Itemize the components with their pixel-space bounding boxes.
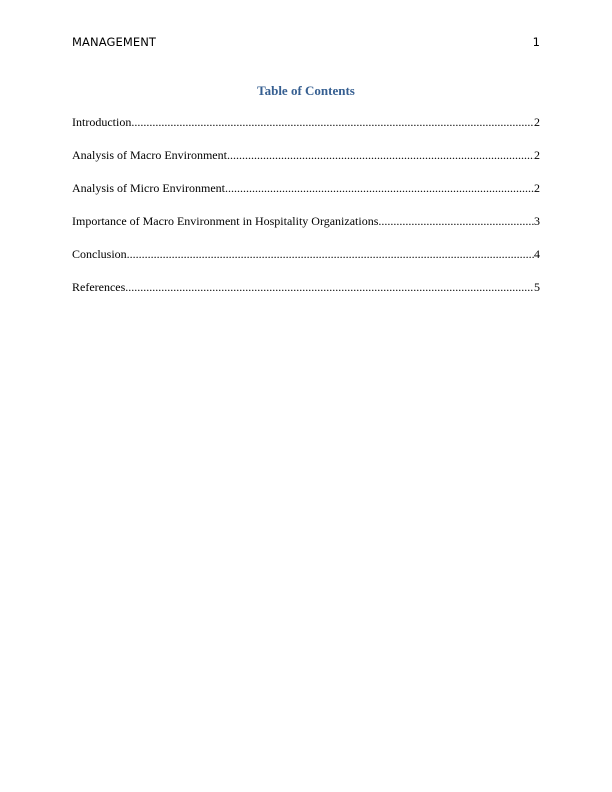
toc-entry-micro-environment[interactable] (72, 180, 540, 213)
table-of-contents (72, 114, 540, 312)
toc-entry-page: 5 (534, 280, 540, 294)
toc-title: Table of Contents (257, 83, 355, 98)
toc-entry-label: Introduction (72, 115, 132, 129)
toc-leader-dots (227, 148, 534, 180)
page-number: 1 (532, 35, 540, 49)
toc-entry-page: 3 (534, 214, 540, 228)
toc-entry-page: 2 (534, 148, 540, 162)
page-header (72, 35, 540, 51)
toc-leader-dots (125, 280, 534, 312)
toc-entry-label: Analysis of Macro Environment (72, 148, 227, 162)
toc-entry-label: Conclusion (72, 247, 127, 261)
toc-entry-label: Analysis of Micro Environment (72, 181, 225, 195)
toc-entry-importance[interactable] (72, 213, 540, 246)
toc-entry-label: References (72, 280, 126, 294)
running-head: MANAGEMENT (72, 35, 157, 49)
toc-entry-references[interactable] (72, 279, 540, 312)
toc-entry-conclusion[interactable] (72, 246, 540, 279)
toc-entry-label: Importance of Macro Environment in Hospitality Organizations (72, 214, 379, 228)
toc-entry-introduction[interactable] (72, 114, 540, 147)
toc-entry-page: 2 (534, 115, 540, 129)
toc-leader-dots (131, 115, 534, 147)
toc-leader-dots (225, 181, 534, 213)
toc-leader-dots (127, 247, 534, 279)
toc-leader-dots (378, 214, 534, 246)
toc-entry-page: 2 (534, 181, 540, 195)
toc-entry-page: 4 (534, 247, 540, 261)
toc-entry-macro-environment[interactable] (72, 147, 540, 180)
